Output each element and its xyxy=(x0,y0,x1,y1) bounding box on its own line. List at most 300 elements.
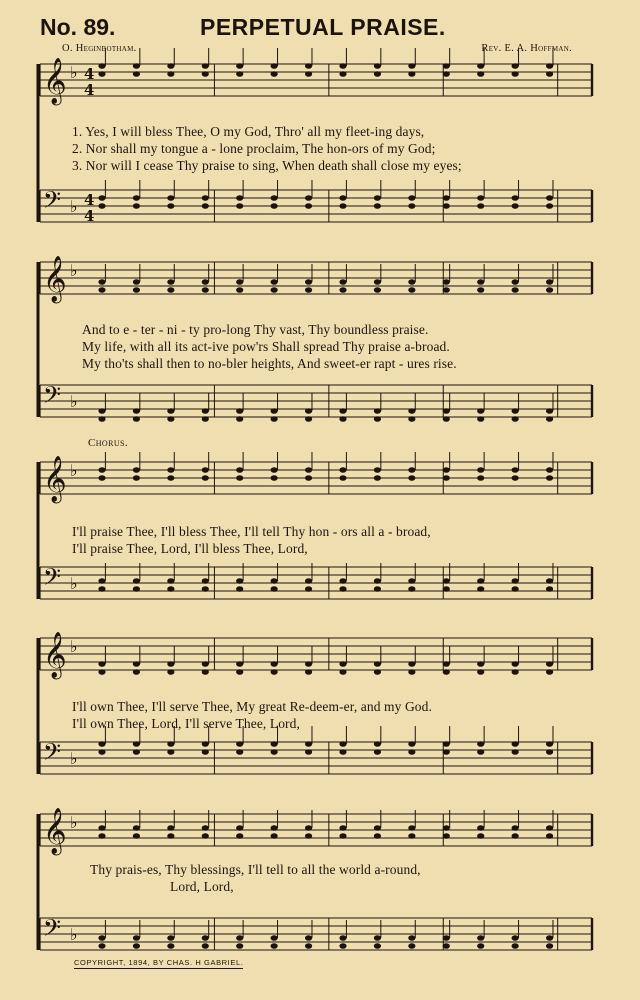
note-head xyxy=(98,833,105,839)
note-head xyxy=(374,287,381,293)
note-head xyxy=(98,578,105,584)
note-head xyxy=(236,279,243,285)
note-head xyxy=(305,586,312,592)
note-head xyxy=(98,416,105,422)
note-head xyxy=(98,279,105,285)
note-head xyxy=(202,279,209,285)
note-head xyxy=(133,943,140,949)
note-head xyxy=(236,586,243,592)
note-head xyxy=(202,749,209,755)
note-head xyxy=(167,586,174,592)
note-head xyxy=(443,669,450,675)
treble-clef: 𝄞 xyxy=(43,632,67,678)
treble-clef: 𝄞 xyxy=(43,808,67,854)
note-head xyxy=(374,825,381,831)
note-head xyxy=(133,408,140,414)
note-head xyxy=(477,475,484,481)
note-head xyxy=(546,661,553,667)
note-head xyxy=(271,825,278,831)
note-head xyxy=(236,833,243,839)
note-head xyxy=(408,408,415,414)
note-head xyxy=(305,578,312,584)
note-head xyxy=(133,63,140,69)
note-head xyxy=(271,586,278,592)
note-head xyxy=(546,749,553,755)
note-head xyxy=(477,71,484,77)
note-head xyxy=(339,63,346,69)
note-head xyxy=(512,416,519,422)
note-head xyxy=(339,279,346,285)
note-head xyxy=(236,287,243,293)
note-head xyxy=(167,279,174,285)
note-head xyxy=(98,467,105,473)
note-head xyxy=(512,669,519,675)
note-head xyxy=(133,279,140,285)
note-head xyxy=(374,669,381,675)
note-head xyxy=(98,475,105,481)
note-head xyxy=(167,203,174,209)
time-signature-top: 4 xyxy=(84,191,95,209)
note-head xyxy=(443,475,450,481)
key-signature-flat: ♭ xyxy=(70,637,78,656)
note-head xyxy=(236,741,243,747)
note-head xyxy=(133,935,140,941)
note-head xyxy=(408,749,415,755)
note-head xyxy=(408,279,415,285)
note-head xyxy=(133,71,140,77)
note-head xyxy=(443,71,450,77)
key-signature-flat: ♭ xyxy=(70,813,78,832)
note-head xyxy=(98,935,105,941)
note-head xyxy=(305,475,312,481)
note-head xyxy=(167,833,174,839)
note-head xyxy=(477,279,484,285)
note-head xyxy=(408,578,415,584)
note-head xyxy=(202,475,209,481)
note-head xyxy=(271,741,278,747)
note-head xyxy=(374,833,381,839)
note-head xyxy=(477,408,484,414)
note-head xyxy=(133,825,140,831)
note-head xyxy=(98,63,105,69)
note-head xyxy=(408,825,415,831)
note-head xyxy=(339,749,346,755)
note-head xyxy=(408,287,415,293)
note-head xyxy=(443,195,450,201)
note-head xyxy=(236,416,243,422)
note-head xyxy=(167,935,174,941)
note-head xyxy=(477,586,484,592)
note-head xyxy=(236,408,243,414)
note-head xyxy=(202,287,209,293)
note-head xyxy=(98,287,105,293)
note-head xyxy=(271,661,278,667)
note-head xyxy=(477,195,484,201)
note-head xyxy=(546,825,553,831)
note-head xyxy=(98,586,105,592)
note-head xyxy=(305,741,312,747)
note-head xyxy=(271,943,278,949)
bass-clef: 𝄢 xyxy=(43,563,62,596)
note-head xyxy=(202,661,209,667)
note-head xyxy=(202,416,209,422)
bass-clef: 𝄢 xyxy=(43,381,62,414)
note-head xyxy=(443,287,450,293)
note-head xyxy=(167,825,174,831)
note-head xyxy=(512,195,519,201)
note-head xyxy=(443,408,450,414)
note-head xyxy=(305,279,312,285)
note-head xyxy=(546,935,553,941)
note-head xyxy=(374,195,381,201)
note-head xyxy=(546,63,553,69)
note-head xyxy=(305,661,312,667)
key-signature-flat: ♭ xyxy=(70,197,78,216)
note-head xyxy=(546,833,553,839)
note-head xyxy=(133,586,140,592)
note-head xyxy=(202,825,209,831)
note-head xyxy=(98,661,105,667)
note-head xyxy=(167,661,174,667)
note-head xyxy=(374,279,381,285)
chorus-line-3-lower: Lord, Lord, xyxy=(170,879,234,894)
note-head xyxy=(477,749,484,755)
note-head xyxy=(98,943,105,949)
note-head xyxy=(512,578,519,584)
note-head xyxy=(408,203,415,209)
bass-clef: 𝄢 xyxy=(43,186,62,219)
note-head xyxy=(339,475,346,481)
note-head xyxy=(512,943,519,949)
key-signature-flat: ♭ xyxy=(70,925,78,944)
hymn-title: PERPETUAL PRAISE. xyxy=(200,14,446,40)
note-head xyxy=(305,416,312,422)
note-head xyxy=(305,71,312,77)
note-head xyxy=(305,833,312,839)
note-head xyxy=(271,416,278,422)
note-head xyxy=(512,279,519,285)
note-head xyxy=(374,578,381,584)
note-head xyxy=(202,71,209,77)
note-head xyxy=(271,749,278,755)
note-head xyxy=(133,749,140,755)
note-head xyxy=(271,71,278,77)
key-signature-flat: ♭ xyxy=(70,749,78,768)
note-head xyxy=(443,825,450,831)
note-head xyxy=(305,935,312,941)
composer-credit: O. Heginbotham. xyxy=(62,43,137,54)
note-head xyxy=(339,408,346,414)
note-head xyxy=(167,467,174,473)
hymn-number: No. 89. xyxy=(40,14,116,40)
note-head xyxy=(477,833,484,839)
note-head xyxy=(339,825,346,831)
note-head xyxy=(374,935,381,941)
note-head xyxy=(512,749,519,755)
note-head xyxy=(339,935,346,941)
note-head xyxy=(202,741,209,747)
note-head xyxy=(167,71,174,77)
note-head xyxy=(305,467,312,473)
note-head xyxy=(236,661,243,667)
note-head xyxy=(443,578,450,584)
note-head xyxy=(202,63,209,69)
note-head xyxy=(167,669,174,675)
note-head xyxy=(408,416,415,422)
note-head xyxy=(271,669,278,675)
note-head xyxy=(271,833,278,839)
note-head xyxy=(202,408,209,414)
note-head xyxy=(512,825,519,831)
note-head xyxy=(271,475,278,481)
note-head xyxy=(133,287,140,293)
note-head xyxy=(133,661,140,667)
note-head xyxy=(546,669,553,675)
note-head xyxy=(512,287,519,293)
note-head xyxy=(305,669,312,675)
note-head xyxy=(339,741,346,747)
note-head xyxy=(236,475,243,481)
note-head xyxy=(408,475,415,481)
chorus-line-1-upper: I'll praise Thee, I'll bless Thee, I'll tell Thy hon - ors all a - broad, xyxy=(72,524,431,539)
note-head xyxy=(374,408,381,414)
key-signature-flat: ♭ xyxy=(70,461,78,480)
note-head xyxy=(339,578,346,584)
note-head xyxy=(133,741,140,747)
note-head xyxy=(305,287,312,293)
note-head xyxy=(167,749,174,755)
note-head xyxy=(202,833,209,839)
note-head xyxy=(443,467,450,473)
note-head xyxy=(408,833,415,839)
note-head xyxy=(477,935,484,941)
note-head xyxy=(98,408,105,414)
note-head xyxy=(98,749,105,755)
note-head xyxy=(477,203,484,209)
note-head xyxy=(305,63,312,69)
note-head xyxy=(477,661,484,667)
note-head xyxy=(374,203,381,209)
note-head xyxy=(167,416,174,422)
note-head xyxy=(512,586,519,592)
verse-1-line-1: 1. Yes, I will bless Thee, O my God, Thro' all my fleet-ing days, xyxy=(72,124,425,139)
note-head xyxy=(408,935,415,941)
note-head xyxy=(374,475,381,481)
note-head xyxy=(408,195,415,201)
note-head xyxy=(443,661,450,667)
verse-1-line-2: And to e - ter - ni - ty pro-long Thy vast, Thy boundless praise. xyxy=(82,322,429,337)
verse-2-line-1: 2. Nor shall my tongue a - lone proclaim, The hon-ors of my God; xyxy=(72,141,436,156)
note-head xyxy=(408,586,415,592)
note-head xyxy=(202,578,209,584)
note-head xyxy=(305,195,312,201)
note-head xyxy=(546,943,553,949)
note-head xyxy=(408,741,415,747)
note-head xyxy=(374,741,381,747)
note-head xyxy=(133,203,140,209)
bass-clef: 𝄢 xyxy=(43,738,62,771)
note-head xyxy=(236,63,243,69)
note-head xyxy=(374,943,381,949)
note-head xyxy=(512,741,519,747)
note-head xyxy=(98,203,105,209)
note-head xyxy=(512,661,519,667)
copyright-notice: COPYRIGHT, 1894, BY CHAS. H GABRIEL. xyxy=(74,958,244,967)
chorus-line-2-upper: I'll own Thee, I'll serve Thee, My great Re-deem-er, and my God. xyxy=(72,699,432,714)
note-head xyxy=(443,741,450,747)
note-head xyxy=(133,669,140,675)
note-head xyxy=(305,203,312,209)
note-head xyxy=(408,661,415,667)
note-head xyxy=(133,833,140,839)
note-head xyxy=(339,833,346,839)
note-head xyxy=(512,71,519,77)
note-head xyxy=(98,825,105,831)
note-head xyxy=(202,203,209,209)
note-head xyxy=(546,195,553,201)
note-head xyxy=(339,287,346,293)
note-head xyxy=(236,195,243,201)
key-signature-flat: ♭ xyxy=(70,574,78,593)
note-head xyxy=(477,741,484,747)
note-head xyxy=(133,416,140,422)
note-head xyxy=(546,416,553,422)
note-head xyxy=(271,467,278,473)
note-head xyxy=(546,71,553,77)
note-head xyxy=(98,71,105,77)
treble-clef: 𝄞 xyxy=(43,256,67,302)
note-head xyxy=(339,586,346,592)
note-head xyxy=(236,578,243,584)
note-head xyxy=(167,475,174,481)
note-head xyxy=(443,203,450,209)
note-head xyxy=(546,203,553,209)
note-head xyxy=(236,935,243,941)
key-signature-flat: ♭ xyxy=(70,261,78,280)
bass-clef: 𝄢 xyxy=(43,914,62,947)
note-head xyxy=(546,408,553,414)
note-head xyxy=(202,669,209,675)
note-head xyxy=(236,467,243,473)
note-head xyxy=(98,195,105,201)
note-head xyxy=(546,586,553,592)
note-head xyxy=(512,408,519,414)
time-signature-top: 4 xyxy=(84,65,95,83)
note-head xyxy=(408,467,415,473)
treble-clef: 𝄞 xyxy=(43,456,67,502)
key-signature-flat: ♭ xyxy=(70,63,78,82)
note-head xyxy=(477,578,484,584)
note-head xyxy=(167,741,174,747)
note-head xyxy=(133,195,140,201)
note-head xyxy=(305,749,312,755)
note-head xyxy=(305,408,312,414)
note-head xyxy=(443,749,450,755)
note-head xyxy=(202,467,209,473)
note-head xyxy=(374,416,381,422)
note-head xyxy=(271,287,278,293)
note-head xyxy=(443,943,450,949)
note-head xyxy=(202,586,209,592)
note-head xyxy=(133,467,140,473)
note-head xyxy=(98,741,105,747)
note-head xyxy=(408,63,415,69)
note-head xyxy=(443,279,450,285)
note-head xyxy=(271,63,278,69)
note-head xyxy=(133,578,140,584)
note-head xyxy=(236,71,243,77)
note-head xyxy=(512,467,519,473)
note-head xyxy=(477,467,484,473)
note-head xyxy=(167,63,174,69)
note-head xyxy=(512,63,519,69)
note-head xyxy=(477,416,484,422)
note-head xyxy=(271,408,278,414)
note-head xyxy=(443,935,450,941)
note-head xyxy=(202,935,209,941)
note-head xyxy=(271,935,278,941)
note-head xyxy=(512,833,519,839)
note-head xyxy=(339,943,346,949)
note-head xyxy=(477,825,484,831)
note-head xyxy=(546,279,553,285)
note-head xyxy=(167,943,174,949)
chorus-line-2-lower: I'll own Thee, Lord, I'll serve Thee, Lord, xyxy=(72,716,300,731)
time-signature-bottom: 4 xyxy=(84,207,95,225)
note-head xyxy=(339,71,346,77)
note-head xyxy=(443,833,450,839)
note-head xyxy=(271,195,278,201)
note-head xyxy=(271,203,278,209)
note-head xyxy=(339,195,346,201)
note-head xyxy=(408,669,415,675)
note-head xyxy=(443,63,450,69)
time-signature-bottom: 4 xyxy=(84,81,95,99)
note-head xyxy=(133,475,140,481)
note-head xyxy=(477,287,484,293)
note-head xyxy=(546,741,553,747)
key-signature-flat: ♭ xyxy=(70,392,78,411)
note-head xyxy=(374,661,381,667)
note-head xyxy=(339,669,346,675)
note-head xyxy=(374,467,381,473)
note-head xyxy=(374,63,381,69)
note-head xyxy=(271,279,278,285)
note-head xyxy=(477,63,484,69)
note-head xyxy=(339,416,346,422)
note-head xyxy=(546,287,553,293)
note-head xyxy=(546,475,553,481)
note-head xyxy=(167,195,174,201)
note-head xyxy=(443,586,450,592)
note-head xyxy=(443,416,450,422)
note-head xyxy=(167,287,174,293)
note-head xyxy=(374,749,381,755)
note-head xyxy=(512,935,519,941)
note-head xyxy=(167,578,174,584)
author-credit: Rev. E. A. Hoffman. xyxy=(481,43,572,54)
note-head xyxy=(546,467,553,473)
note-head xyxy=(305,825,312,831)
note-head xyxy=(477,669,484,675)
note-head xyxy=(512,203,519,209)
note-head xyxy=(408,71,415,77)
note-head xyxy=(305,943,312,949)
note-head xyxy=(546,578,553,584)
note-head xyxy=(167,408,174,414)
chorus-label: Chorus. xyxy=(88,437,129,449)
note-head xyxy=(202,195,209,201)
